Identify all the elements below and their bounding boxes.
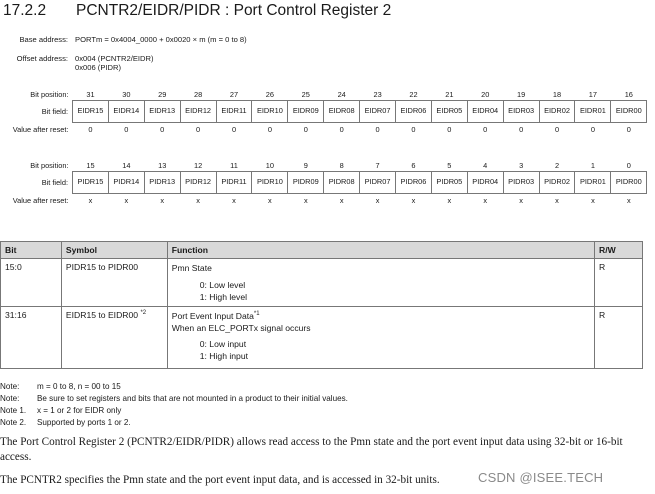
bit-field-text: EIDR08: [328, 106, 355, 116]
symbol-text: EIDR15 to EIDR00: [65, 310, 141, 320]
note-text: m = 0 to 8, n = 00 to 15: [37, 382, 121, 391]
reset-value-text: x: [196, 196, 200, 205]
bit-position-text: 7: [375, 160, 380, 170]
bit-field-text: PIDR09: [292, 177, 319, 187]
bit-position-text: 5: [447, 160, 452, 170]
bit-position-text: 24: [337, 89, 346, 99]
bit-field-cell: [539, 172, 575, 194]
reset-value-text: 0: [447, 125, 452, 134]
bit-field-cell: [108, 172, 144, 194]
reset-value-text: x: [88, 196, 93, 205]
bit-field-cell: [396, 101, 432, 123]
bit-position-text: 29: [158, 89, 167, 99]
reset-value-cell: [324, 194, 360, 208]
function-option: 1: High level: [199, 292, 248, 302]
bit-position-cell: [575, 159, 611, 172]
register-upper-table: [0, 88, 647, 136]
reset-value-text: 0: [196, 125, 201, 134]
bit-position-cell: [324, 88, 360, 101]
bit-position-cell: [575, 88, 611, 101]
reset-value-cell: [216, 194, 252, 208]
reset-value-text: 0: [411, 125, 416, 134]
bit-field-cell: [575, 172, 611, 194]
bit-field-text: PIDR14: [113, 177, 140, 187]
bit-field-cell: [360, 172, 396, 194]
function-description: When an ELC_PORTx signal occurs: [171, 323, 311, 333]
reset-value-text: x: [124, 196, 129, 205]
reset-value-cell: [252, 194, 288, 208]
bit-position-text: 30: [122, 89, 131, 99]
reset-value-cell: [73, 194, 109, 208]
symbol-cell: [61, 259, 167, 307]
bit-field-text: EIDR02: [544, 106, 570, 116]
function-title: [172, 262, 590, 274]
reset-value-cell: [539, 123, 575, 137]
bit-position-text: 6: [411, 160, 416, 170]
reset-value-text: 0: [267, 125, 272, 134]
section-title: PCNTR2/EIDR/PIDR : Port Control Register 2: [76, 2, 392, 19]
bit-field-text: PIDR13: [149, 177, 176, 187]
function-cell: [167, 259, 594, 307]
description-paragraph: The PCNTR2 specifies the Pmn state and the port event input data, and is accessed in 32-bit units.: [0, 474, 440, 486]
bit-field-cell: [431, 172, 467, 194]
note-key: Note 2.: [0, 418, 27, 427]
reset-value-cell: [324, 123, 360, 137]
bit-position-label: Bit position:: [30, 89, 69, 99]
reset-value-text: x: [232, 196, 236, 205]
function-cell: [167, 307, 594, 369]
bit-field-cell: [324, 172, 360, 194]
reset-value-cell: [180, 123, 216, 137]
function-title: [172, 310, 590, 322]
bit-field-cell: [252, 101, 288, 123]
note-text: Supported by ports 1 or 2.: [37, 418, 131, 427]
reset-value-text: x: [519, 196, 523, 205]
reset-value-row: [0, 194, 647, 208]
bit-position-text: 31: [86, 89, 95, 99]
bit-field-cell: [611, 101, 647, 123]
section-number: 17.2.2: [3, 2, 47, 19]
bit-position-text: 3: [519, 160, 524, 170]
bit-field-text: EIDR06: [400, 106, 427, 116]
bit-field-text: PIDR11: [221, 177, 247, 187]
reset-value-cell: [539, 194, 575, 208]
bit-field-cell: [252, 172, 288, 194]
note-text: Be sure to set registers and bits that are not mounted in a product to their initial values.: [37, 394, 348, 403]
bit-position-cell: [467, 88, 503, 101]
bit-field-text: PIDR04: [472, 177, 499, 187]
reset-value-text: 0: [160, 125, 165, 134]
reset-value-text: 0: [339, 125, 344, 134]
reset-value-text: x: [411, 196, 416, 205]
note-key: Note:: [0, 382, 20, 391]
reset-value-label: Value after reset:: [12, 195, 69, 205]
offset-address-line: 0x006 (PIDR): [75, 63, 122, 72]
reset-value-text: x: [483, 196, 488, 205]
bit-position-cell: [180, 88, 216, 101]
bit-field-row: [0, 172, 647, 194]
bit-field-cell: [288, 172, 324, 194]
bit-field-cell: [467, 101, 503, 123]
reset-value-cell: [503, 123, 539, 137]
bit-field-text: PIDR03: [508, 177, 535, 187]
bit-field-cell: [431, 101, 467, 123]
bit-position-text: 22: [409, 89, 418, 99]
bit-position-cell: [288, 159, 324, 172]
bit-position-cell: [324, 159, 360, 172]
bit-field-cell: [216, 172, 252, 194]
bit-position-text: 0: [626, 160, 631, 170]
function-title-text: Port Event Input Data: [171, 311, 254, 321]
bit-field-row: [0, 101, 647, 123]
reset-value-text: x: [375, 196, 380, 205]
bit-field-cell: [288, 101, 324, 123]
bit-position-text: 15: [86, 160, 95, 170]
bit-position-cell: [216, 159, 252, 172]
offset-address-line: 0x004 (PCNTR2/EIDR): [75, 54, 154, 63]
symbol-text: PIDR15 to PIDR00: [65, 262, 139, 272]
bit-position-row: [0, 88, 647, 101]
bit-field-text: PIDR07: [364, 177, 391, 187]
bit-field-text: EIDR01: [579, 106, 606, 116]
bit-position-text: 12: [194, 160, 203, 170]
bit-position-text: 20: [481, 89, 490, 99]
reset-value-cell: [611, 123, 647, 137]
bit-field-text: PIDR06: [400, 177, 427, 187]
bit-field-text: PIDR15: [77, 177, 104, 187]
bit-position-cell: [503, 159, 539, 172]
bit-field-text: EIDR04: [472, 106, 499, 116]
symbol-note-ref: *2: [140, 310, 147, 317]
bit-field-cell: [503, 101, 539, 123]
bit-field-text: PIDR02: [544, 177, 570, 187]
bit-field-text: EIDR03: [508, 106, 535, 116]
bit-position-text: 2: [554, 160, 560, 170]
bit-position-cell: [467, 159, 503, 172]
bit-position-text: 25: [301, 89, 310, 99]
bit-field-cell: [144, 101, 180, 123]
base-address-label: Base address:: [19, 35, 68, 44]
bit-position-label: Bit position:: [30, 160, 69, 170]
bit-position-cell: [73, 159, 109, 172]
bit-field-text: EIDR15: [77, 106, 104, 116]
offset-address-label: Offset address:: [16, 54, 68, 63]
reset-value-text: x: [555, 196, 559, 205]
bit-field-cell: [180, 101, 216, 123]
reset-value-text: x: [160, 196, 165, 205]
reset-value-cell: [360, 123, 396, 137]
function-option: 0: Low level: [199, 280, 246, 290]
reset-value-text: 0: [88, 125, 93, 134]
reset-value-text: 0: [554, 125, 560, 134]
header-function: Function: [167, 242, 594, 259]
bit-field-text: EIDR13: [149, 106, 176, 116]
bit-position-text: 4: [483, 160, 488, 170]
bit-position-cell: [216, 88, 252, 101]
header-bit: Bit: [1, 242, 62, 259]
bit-field-cell: [180, 172, 216, 194]
bit-position-cell: [108, 88, 144, 101]
bit-field-cell: [539, 101, 575, 123]
bit-field-cell: [73, 101, 109, 123]
bit-position-cell: [360, 159, 396, 172]
reset-value-cell: [396, 194, 432, 208]
bit-field-text: EIDR11: [221, 106, 247, 116]
description-paragraph: The Port Control Register 2 (PCNTR2/EIDR/PIDR) allows read access to the Pmn state and the port event input data using 32-bit or 16-bit access.: [0, 436, 623, 463]
reset-value-cell: [611, 194, 647, 208]
reset-value-cell: [360, 194, 396, 208]
reset-value-cell: [216, 123, 252, 137]
function-table: [0, 241, 643, 369]
bit-field-cell: [611, 172, 647, 194]
bit-position-cell: [611, 88, 647, 101]
reset-value-cell: [180, 194, 216, 208]
header-symbol: Symbol: [61, 242, 167, 259]
bit-field-cell: [144, 172, 180, 194]
bit-position-text: 19: [517, 89, 526, 99]
bit-position-cell: [252, 159, 288, 172]
bit-position-cell: [73, 88, 109, 101]
reset-value-text: x: [447, 196, 452, 205]
bit-position-text: 21: [445, 89, 454, 99]
bit-position-text: 1: [590, 160, 595, 170]
bit-field-text: EIDR07: [364, 106, 391, 116]
reset-value-text: 0: [626, 125, 631, 134]
reset-value-cell: [575, 123, 611, 137]
reset-value-cell: [144, 194, 180, 208]
table-header-row: [1, 242, 643, 259]
bit-cell: 31:16: [1, 307, 62, 369]
bit-position-text: 17: [588, 89, 598, 99]
bit-position-cell: [144, 159, 180, 172]
bit-field-cell: [216, 101, 252, 123]
bit-field-text: EIDR05: [436, 106, 463, 116]
bit-field-text: PIDR08: [328, 177, 355, 187]
table-row: [1, 259, 643, 307]
reset-value-cell: [503, 194, 539, 208]
header-rw: R/W: [595, 242, 643, 259]
bit-position-text: 10: [265, 160, 275, 170]
bit-field-text: PIDR01: [579, 177, 606, 187]
bit-field-cell: [324, 101, 360, 123]
note-key: Note 1.: [0, 406, 27, 415]
reset-value-cell: [144, 123, 180, 137]
bit-position-text: 28: [194, 89, 203, 99]
bit-position-cell: [108, 159, 144, 172]
bit-field-text: EIDR12: [185, 106, 212, 116]
bit-position-cell: [503, 88, 539, 101]
rw-cell: R: [595, 307, 643, 369]
function-title-text: Pmn State: [171, 263, 212, 273]
reset-value-cell: [288, 123, 324, 137]
function-option: 0: Low input: [199, 339, 247, 349]
bit-position-cell: [360, 88, 396, 101]
bit-field-cell: [360, 101, 396, 123]
bit-position-cell: [396, 159, 432, 172]
bit-position-text: 18: [552, 89, 562, 99]
reset-value-text: 0: [124, 125, 129, 134]
reset-value-cell: [467, 194, 503, 208]
reset-value-text: 0: [231, 125, 237, 134]
bit-position-text: 11: [230, 160, 238, 170]
function-note-ref: *1: [253, 311, 260, 318]
bit-field-label: Bit field:: [41, 178, 68, 187]
reset-value-cell: [431, 194, 467, 208]
reset-value-text: x: [339, 196, 344, 205]
bit-field-cell: [396, 172, 432, 194]
bit-position-text: 13: [158, 160, 167, 170]
bit-field-text: EIDR09: [292, 106, 319, 116]
reset-value-cell: [396, 123, 432, 137]
reset-value-cell: [73, 123, 109, 137]
bit-field-cell: [108, 101, 144, 123]
bit-field-text: PIDR10: [256, 177, 283, 187]
reset-value-row: [0, 123, 647, 137]
bit-position-text: 23: [373, 89, 382, 99]
reset-value-cell: [288, 194, 324, 208]
note-text: x = 1 or 2 for EIDR only: [37, 406, 122, 415]
rw-cell: R: [595, 259, 643, 307]
reset-value-text: 0: [483, 125, 488, 134]
bit-position-cell: [431, 88, 467, 101]
reset-value-text: 0: [303, 125, 308, 134]
bit-position-cell: [252, 88, 288, 101]
bit-position-text: 26: [265, 89, 275, 99]
bit-position-cell: [539, 88, 575, 101]
reset-value-cell: [431, 123, 467, 137]
bit-field-text: EIDR14: [113, 106, 140, 116]
reset-value-cell: [575, 194, 611, 208]
reset-value-text: 0: [519, 125, 524, 134]
symbol-cell: [61, 307, 167, 369]
reset-value-text: 0: [590, 125, 595, 134]
bit-position-text: 8: [339, 160, 344, 170]
bit-position-cell: [611, 159, 647, 172]
bit-field-text: PIDR05: [436, 177, 463, 187]
bit-position-text: 14: [122, 160, 131, 170]
bit-position-cell: [396, 88, 432, 101]
bit-position-cell: [180, 159, 216, 172]
bit-position-cell: [288, 88, 324, 101]
bit-position-cell: [431, 159, 467, 172]
bit-field-text: EIDR00: [615, 106, 642, 116]
bit-position-cell: [144, 88, 180, 101]
base-address-value: PORTm = 0x4004_0000 + 0x0020 × m (m = 0 to 8): [75, 35, 247, 44]
reset-value-text: 0: [375, 125, 380, 134]
reset-value-text: x: [626, 196, 631, 205]
bit-field-text: PIDR00: [615, 177, 642, 187]
bit-position-text: 27: [229, 89, 239, 99]
bit-position-text: 9: [303, 160, 308, 170]
reset-value-text: x: [303, 196, 308, 205]
table-row: [1, 307, 643, 369]
reset-value-cell: [467, 123, 503, 137]
reset-value-text: x: [591, 196, 595, 205]
bit-cell: 15:0: [1, 259, 62, 307]
reset-value-label: Value after reset:: [12, 124, 69, 134]
bit-field-cell: [467, 172, 503, 194]
reset-value-text: x: [268, 196, 272, 205]
bit-position-cell: [539, 159, 575, 172]
bit-field-text: EIDR10: [256, 106, 283, 116]
register-lower-table: [0, 159, 647, 207]
function-option: 1: High input: [199, 351, 249, 361]
bit-position-text: 16: [624, 89, 633, 99]
bit-field-cell: [503, 172, 539, 194]
reset-value-cell: [108, 194, 144, 208]
bit-field-cell: [73, 172, 109, 194]
bit-position-row: [0, 159, 647, 172]
reset-value-cell: [252, 123, 288, 137]
bit-field-cell: [575, 101, 611, 123]
bit-field-text: PIDR12: [185, 177, 212, 187]
reset-value-cell: [108, 123, 144, 137]
bit-field-label: Bit field:: [41, 107, 68, 116]
watermark-text: CSDN @ISEE.TECH: [478, 470, 604, 485]
note-key: Note:: [0, 394, 20, 403]
